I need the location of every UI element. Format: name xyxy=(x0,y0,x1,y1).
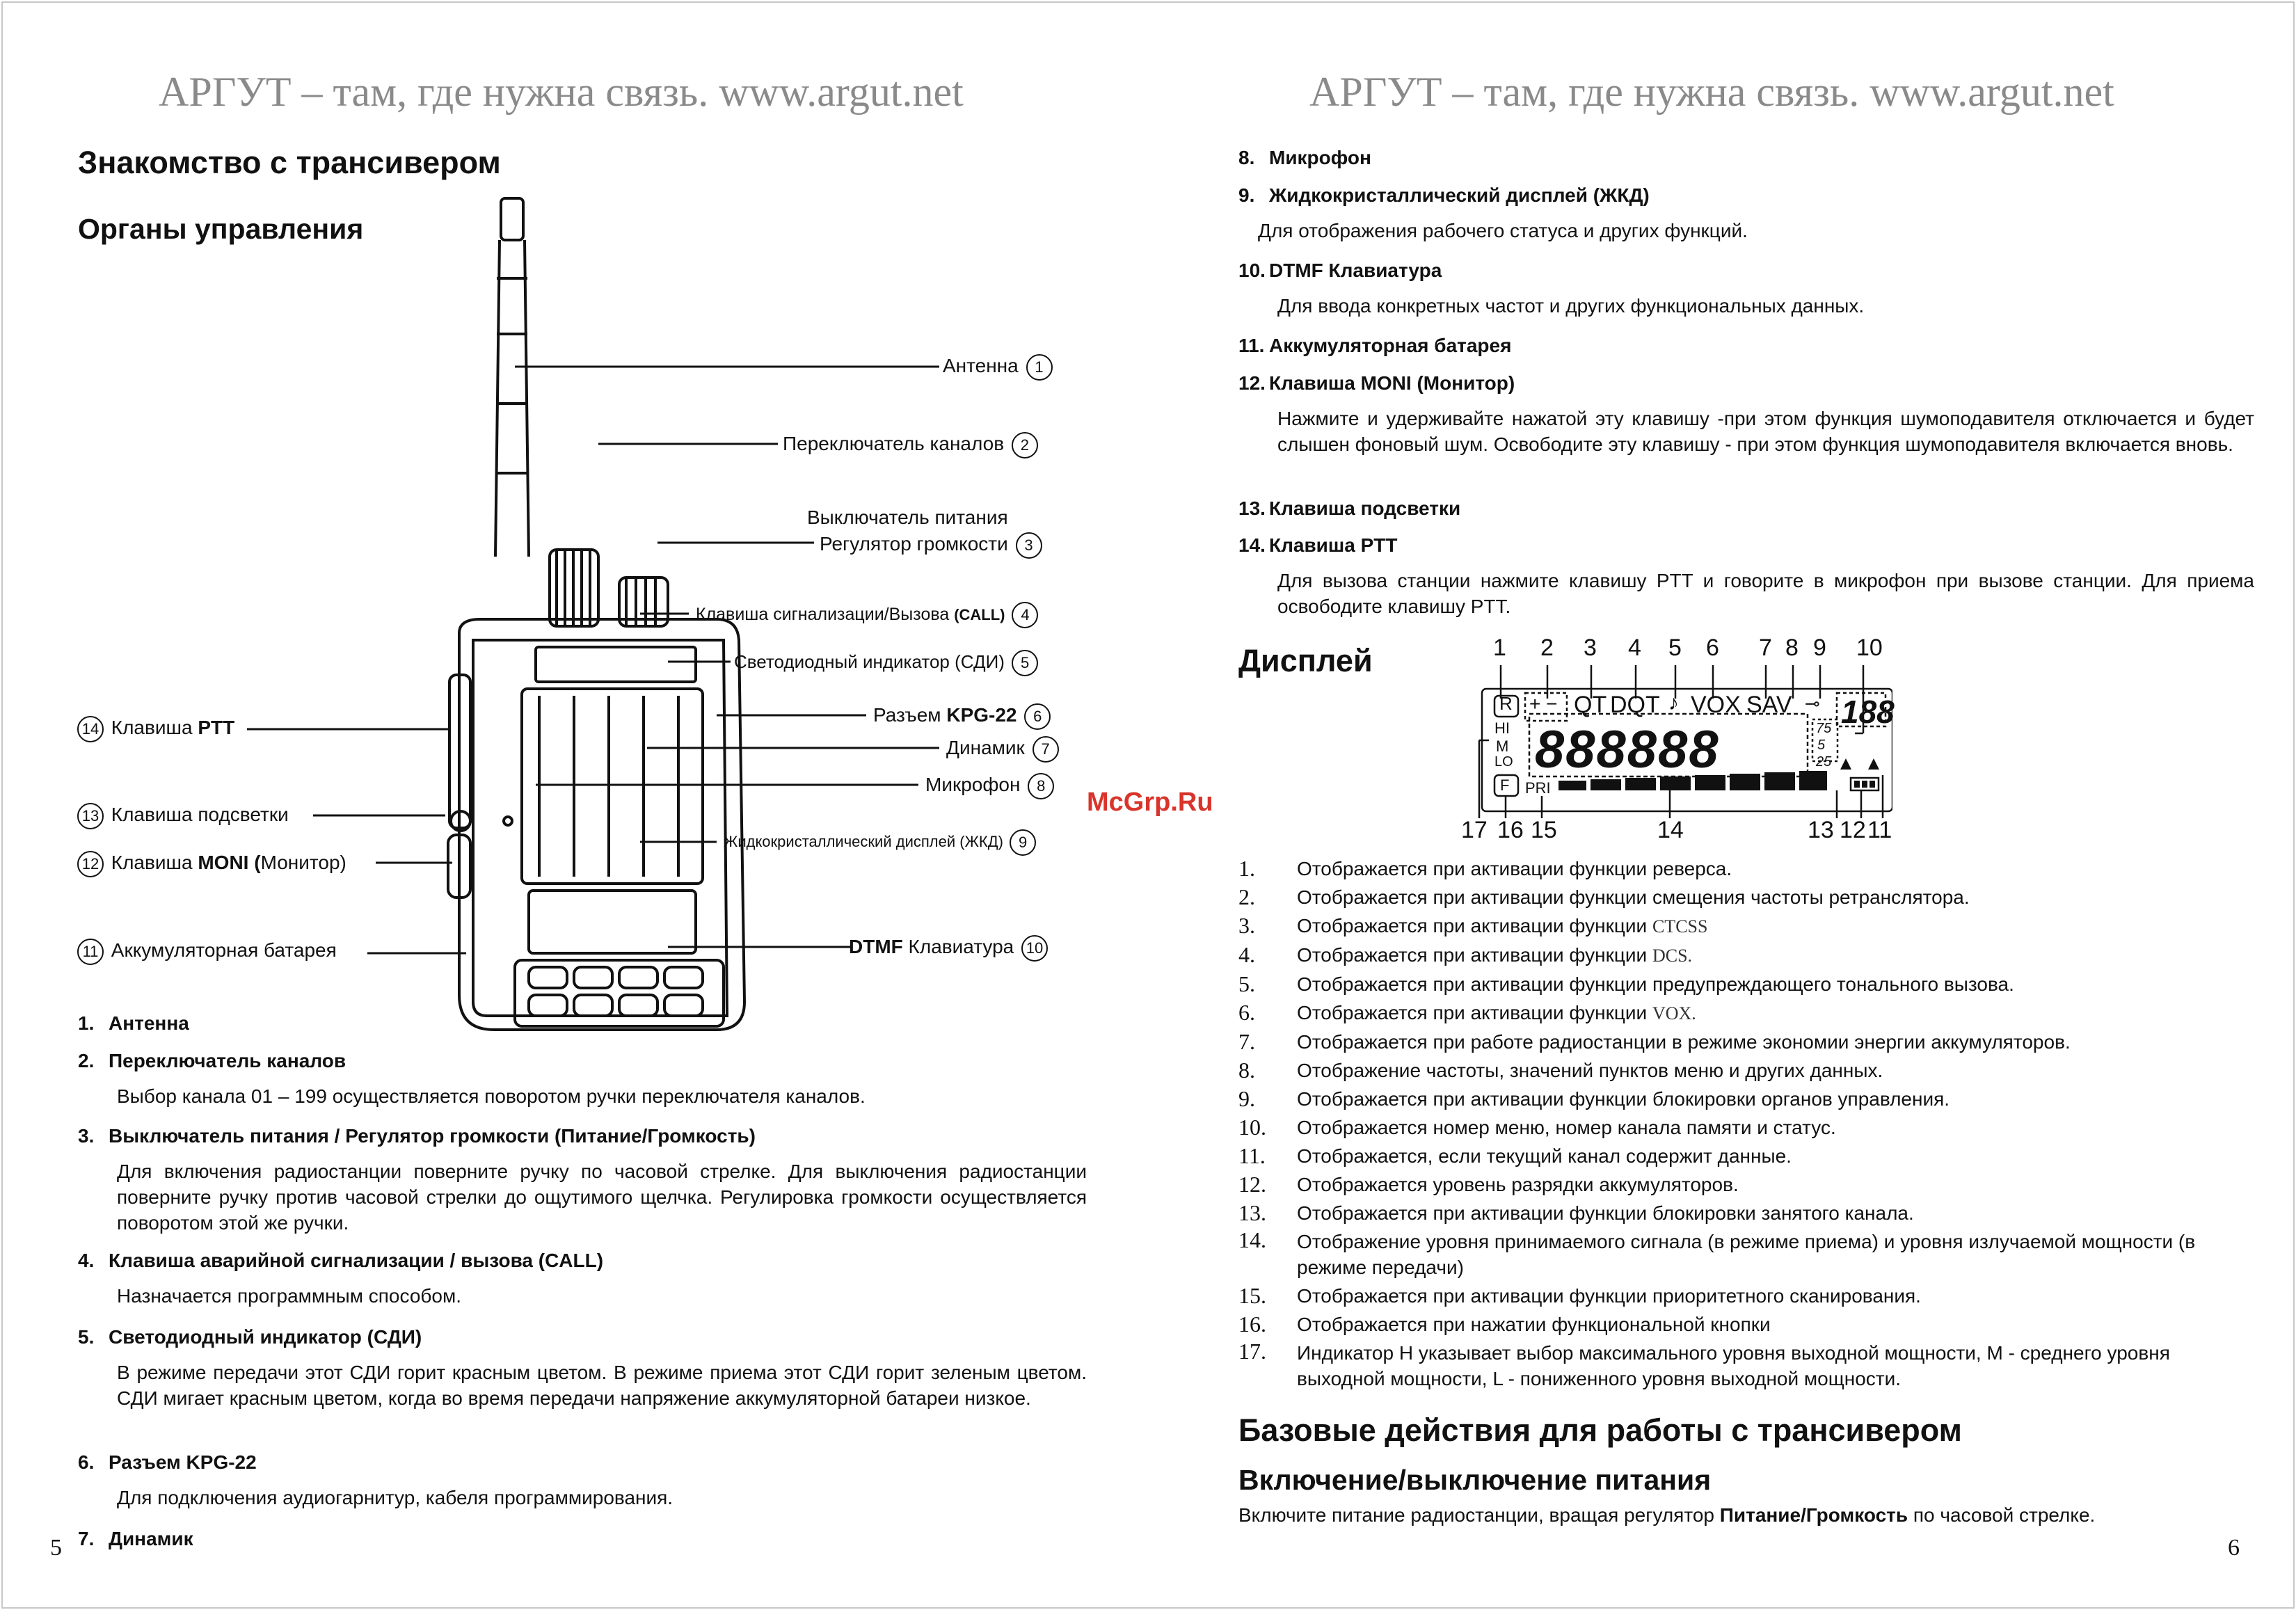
list-number: 15. xyxy=(1238,1283,1266,1308)
list-text: Отображается уровень разрядки аккумуляторов. xyxy=(1297,1174,1739,1195)
callout-microphone xyxy=(925,772,1056,799)
list-item xyxy=(1238,998,2199,1028)
callout-number: 7 xyxy=(1033,736,1059,763)
section-number: 11. xyxy=(1238,335,1265,356)
lcd-callout-6: 6 xyxy=(1706,635,1719,661)
callout-number: 2 xyxy=(1012,432,1038,459)
section-title: Разъем KPG-22 xyxy=(109,1451,257,1473)
callout-number: 13 xyxy=(77,803,104,829)
lcd-callout-14: 14 xyxy=(1657,817,1684,843)
list-number: 1. xyxy=(1238,856,1255,881)
list-text: Отображается при активации функции блокировки занятого канала. xyxy=(1297,1202,1914,1224)
callout-microphone-label: Микрофон xyxy=(925,774,1021,795)
section-number: 13. xyxy=(1238,497,1266,519)
lcd-step-75: 75 xyxy=(1816,721,1832,736)
callout-connector xyxy=(873,703,1053,730)
lcd-tone-icon: ♪ xyxy=(1668,692,1679,715)
callout-number: 6 xyxy=(1024,703,1051,730)
lcd-step-5: 5 xyxy=(1817,738,1826,753)
callout-keypad-dtmf: DTMF xyxy=(849,936,903,957)
section-title: Клавиша MONI (Монитор) xyxy=(1269,372,1515,394)
section-number: 12. xyxy=(1238,372,1266,394)
section-number: 3. xyxy=(78,1125,95,1147)
callout-power-switch xyxy=(807,505,1008,530)
callout-call-key-extra: (CALL) xyxy=(954,606,1005,623)
list-text: Отображается при активации функции xyxy=(1297,1002,1648,1023)
lcd-frequency-digits: 888888 xyxy=(1535,720,1720,779)
section-title: Микрофон xyxy=(1269,147,1371,168)
section-microphone xyxy=(1238,145,2254,170)
callout-battery-label: Аккумуляторная батарея xyxy=(111,939,337,961)
list-text: Отображается при активации функции блокировки органов управления. xyxy=(1297,1088,1950,1110)
callout-battery xyxy=(75,938,337,965)
callout-ptt-bold: PTT xyxy=(198,717,235,738)
section-title: Клавиша аварийной сигнализации / вызова (CALL) xyxy=(109,1250,604,1271)
lcd-diagram xyxy=(1461,635,1895,845)
basic-actions-title: Базовые действия для работы с трансивером xyxy=(1238,1412,1962,1448)
callout-number: 11 xyxy=(77,939,104,965)
section-title: Аккумуляторная батарея xyxy=(1269,335,1512,356)
callout-channel-switch-label: Переключатель каналов xyxy=(783,433,1005,454)
callout-number: 10 xyxy=(1021,935,1048,962)
section-title: Жидкокристаллический дисплей (ЖКД) xyxy=(1269,184,1650,206)
list-number: 6. xyxy=(1238,1000,1255,1025)
section-connector xyxy=(78,1449,1087,1511)
callout-moni-bold: MONI ( xyxy=(198,852,261,873)
list-item xyxy=(1238,1310,2199,1339)
lcd-step-25: 25 xyxy=(1816,754,1832,770)
list-text: Отображается при нажатии функциональной кнопки xyxy=(1297,1314,1771,1335)
section-title: Переключатель каналов xyxy=(109,1050,346,1071)
callout-backlight-label: Клавиша подсветки xyxy=(111,804,289,825)
section-ptt xyxy=(1238,532,2254,619)
callout-speaker xyxy=(946,735,1061,763)
section-body: Нажмите и удерживайте нажатой эту клавишу -при этом функция шумоподавителя отключается и будет слышен фоновый шум. Освободите эту клавишу - при этом функция шумоподавителя включается вновь. xyxy=(1277,408,2254,455)
lcd-callout-3: 3 xyxy=(1584,635,1597,661)
lcd-callout-15: 15 xyxy=(1531,817,1557,843)
lcd-channel-digits: 188 xyxy=(1841,694,1895,730)
page-number-left: 5 xyxy=(50,1535,62,1561)
callout-number: 5 xyxy=(1012,650,1038,676)
callout-lcd xyxy=(724,829,1038,856)
lcd-callout-4: 4 xyxy=(1628,635,1641,661)
list-text: Отображается при активации функции предупреждающего тонального вызова. xyxy=(1297,973,2014,995)
list-text: Отображается при активации функции реверса. xyxy=(1297,858,1732,879)
callout-lcd-label: Жидкокристаллический дисплей (ЖКД) xyxy=(724,833,1003,850)
callout-moni xyxy=(75,850,346,877)
lcd-offset-sign: + − xyxy=(1529,693,1558,715)
lcd-dcs: DQT xyxy=(1610,692,1660,718)
callout-moni-tail: Монитор) xyxy=(260,852,346,873)
callout-call-key xyxy=(696,602,1040,628)
section-number: 8. xyxy=(1238,147,1255,168)
callout-volume-label: Регулятор громкости xyxy=(820,533,1008,555)
section-number: 10. xyxy=(1238,260,1266,281)
lcd-callout-13: 13 xyxy=(1808,817,1834,843)
section-title: Выключатель питания / Регулятор громкости (Питание/Громкость) xyxy=(109,1125,756,1147)
list-text: Отображается при активации функции xyxy=(1297,944,1648,966)
power-on-instructions xyxy=(1238,1504,2095,1527)
section-title: Светодиодный индикатор (СДИ) xyxy=(109,1326,422,1348)
list-text: Отображается при активации функции приоритетного сканирования. xyxy=(1297,1285,1921,1307)
callout-power-switch-label: Выключатель питания xyxy=(807,507,1008,528)
list-item xyxy=(1238,1339,2199,1393)
running-header-right: АРГУТ – там, где нужна связь. www.argut.net xyxy=(1309,69,2114,115)
lcd-callout-16: 16 xyxy=(1497,817,1524,843)
callout-led-label: Светодиодный индикатор (СДИ) xyxy=(734,651,1005,672)
list-word: VOX. xyxy=(1652,1003,1696,1023)
list-item xyxy=(1238,970,2199,998)
section-title: Динамик xyxy=(109,1528,193,1549)
callout-speaker-label: Динамик xyxy=(946,737,1025,758)
list-number: 14. xyxy=(1238,1227,1266,1252)
display-title: Дисплей xyxy=(1238,643,1373,678)
lcd-callout-17: 17 xyxy=(1461,817,1488,843)
lcd-callout-10: 10 xyxy=(1856,635,1883,661)
list-number: 7. xyxy=(1238,1029,1255,1054)
callout-led xyxy=(734,649,1040,676)
list-item xyxy=(1238,1085,2199,1113)
lcd-vox: VOX xyxy=(1691,692,1741,718)
section-speaker xyxy=(78,1526,1087,1552)
callout-volume xyxy=(820,532,1044,559)
list-number: 12. xyxy=(1238,1172,1266,1197)
callout-number: 4 xyxy=(1012,602,1038,628)
lcd-power-hi: HI xyxy=(1494,719,1510,737)
section-backlight xyxy=(1238,495,2254,521)
section-power-volume xyxy=(78,1123,1087,1236)
lcd-callout-7: 7 xyxy=(1759,635,1772,661)
lcd-save: SAV xyxy=(1746,692,1792,718)
lcd-callout-12: 12 xyxy=(1840,817,1866,843)
callout-number: 14 xyxy=(77,716,104,742)
callout-connector-model: KPG-22 xyxy=(946,704,1017,726)
callout-keypad xyxy=(849,934,1050,962)
section-title: Антенна xyxy=(109,1012,189,1034)
lcd-function: F xyxy=(1500,776,1510,794)
callout-antenna xyxy=(943,353,1055,381)
section-number: 2. xyxy=(78,1050,95,1071)
callout-keypad-label: Клавиатура xyxy=(908,936,1014,957)
section-body: Для ввода конкретных частот и других функциональных данных. xyxy=(1277,295,1865,317)
running-header-left: АРГУТ – там, где нужна связь. www.argut.net xyxy=(159,69,964,115)
list-text: Отображается при активации функции xyxy=(1297,915,1648,936)
section-battery xyxy=(1238,333,2254,358)
display-legend xyxy=(1238,854,2199,1393)
section-body: Для вызова станции нажмите клавишу PTT и говорите в микрофон при вызове станции. Для приема освободите клавишу PTT. xyxy=(1277,570,2254,617)
callout-connector-label: Разъем xyxy=(873,704,941,726)
power-on-off-title: Включение/выключение питания xyxy=(1238,1464,1712,1496)
lcd-callout-2: 2 xyxy=(1540,635,1554,661)
list-number: 17. xyxy=(1238,1339,1266,1364)
power-control-name: Питание/Громкость xyxy=(1719,1504,1908,1526)
section-body: Для отображения рабочего статуса и других функций. xyxy=(1258,220,1748,241)
list-number: 16. xyxy=(1238,1312,1266,1337)
list-number: 5. xyxy=(1238,971,1255,996)
list-number: 13. xyxy=(1238,1200,1266,1225)
lcd-callout-9: 9 xyxy=(1813,635,1826,661)
list-text: Отображение частоты, значений пунктов меню и других данных. xyxy=(1297,1060,1883,1081)
section-title: Клавиша подсветки xyxy=(1269,497,1461,519)
callout-number: 1 xyxy=(1026,354,1053,381)
section-number: 6. xyxy=(78,1451,95,1473)
power-text-end: по часовой стрелке. xyxy=(1908,1504,2096,1526)
callout-antenna-label: Антенна xyxy=(943,355,1019,376)
callout-number: 12 xyxy=(77,851,104,877)
list-text: Отображается при активации функции смещения частоты ретранслятора. xyxy=(1297,886,1970,908)
section-number: 14. xyxy=(1238,534,1266,556)
section-number: 4. xyxy=(78,1250,95,1271)
list-word: CTCSS xyxy=(1652,916,1708,936)
list-number: 8. xyxy=(1238,1058,1255,1083)
watermark: McGrp.Ru xyxy=(1087,788,1213,817)
section-antenna xyxy=(78,1010,1087,1036)
section-led xyxy=(78,1324,1087,1411)
list-text: Отображается номер меню, номер канала памяти и статус. xyxy=(1297,1117,1836,1138)
section-channel-switch xyxy=(78,1048,1087,1109)
section-number: 7. xyxy=(78,1528,95,1549)
callout-call-key-label: Клавиша сигнализации/Вызова xyxy=(696,605,950,624)
callout-number: 3 xyxy=(1016,532,1042,559)
list-word: DCS. xyxy=(1652,946,1693,966)
lcd-lock-icon: ⊸ xyxy=(1805,693,1820,714)
lcd-priority: PRI xyxy=(1525,779,1551,797)
list-number: 11. xyxy=(1238,1143,1266,1168)
section-moni xyxy=(1238,370,2254,457)
list-item xyxy=(1238,1056,2199,1085)
section-body: Для включения радиостанции поверните ручку по часовой стрелке. Для выключения радиостанции поверните ручку против часовой стрелки до ощутимого щелчка. Регулировка громкости осуществляется поворотом этой же ручки. xyxy=(117,1161,1087,1234)
section-body: Для подключения аудиогарнитур, кабеля программирования. xyxy=(117,1487,673,1508)
lcd-callout-1: 1 xyxy=(1493,635,1506,661)
list-number: 10. xyxy=(1238,1115,1266,1140)
list-item xyxy=(1238,911,2199,941)
callout-ptt xyxy=(75,715,234,742)
list-item xyxy=(1238,1142,2199,1170)
callout-ptt-label: Клавиша xyxy=(111,717,193,738)
right-page xyxy=(1148,0,2296,1610)
list-item xyxy=(1238,1282,2199,1310)
lcd-power-m: M xyxy=(1496,738,1509,755)
section-lcd xyxy=(1238,182,2254,244)
callout-number: 8 xyxy=(1028,773,1054,799)
callout-backlight xyxy=(75,802,289,829)
section-call-key xyxy=(78,1248,1087,1309)
section-number: 9. xyxy=(1238,184,1255,206)
section-title-controls: Органы управления xyxy=(78,213,364,245)
callout-moni-label: Клавиша xyxy=(111,852,193,873)
list-item xyxy=(1238,941,2199,970)
lcd-callout-8: 8 xyxy=(1785,635,1799,661)
list-item xyxy=(1238,1199,2199,1227)
list-text: Отображается, если текущий канал содержит данные. xyxy=(1297,1145,1792,1167)
list-text: Отображение уровня принимаемого сигнала (в режиме приема) и уровня излучаемой мощности (в режиме передачи) xyxy=(1297,1231,2196,1278)
power-text: Включите питание радиостанции, вращая регулятор xyxy=(1238,1504,1720,1526)
section-number: 5. xyxy=(78,1326,95,1348)
list-item xyxy=(1238,883,2199,911)
list-item xyxy=(1238,1028,2199,1056)
lcd-reverse: R xyxy=(1499,693,1513,714)
list-number: 2. xyxy=(1238,884,1255,909)
lcd-callout-11: 11 xyxy=(1867,817,1892,843)
section-number: 1. xyxy=(78,1012,95,1034)
list-item xyxy=(1238,854,2199,883)
section-title: DTMF Клавиатура xyxy=(1269,260,1442,281)
lcd-callout-5: 5 xyxy=(1668,635,1682,661)
lcd-power-lo: LO xyxy=(1494,754,1513,770)
list-item xyxy=(1238,1170,2199,1199)
list-text: Отображается при работе радиостанции в режиме экономии энергии аккумуляторов. xyxy=(1297,1031,2071,1053)
section-body: Выбор канала 01 – 199 осуществляется поворотом ручки переключателя каналов. xyxy=(117,1085,866,1107)
section-dtmf xyxy=(1238,257,2254,319)
page-title: Знакомство с трансивером xyxy=(78,145,501,180)
section-body: Назначается программным способом. xyxy=(117,1285,462,1307)
section-body: В режиме передачи этот СДИ горит красным цветом. В режиме приема этот СДИ горит зеленым цветом. СДИ мигает красным цветом, когда во время передачи напряжение аккумуляторной батареи низкое. xyxy=(117,1362,1087,1409)
list-item xyxy=(1238,1113,2199,1142)
callout-number: 9 xyxy=(1010,829,1036,856)
list-item xyxy=(1238,1227,2199,1282)
section-title: Клавиша PTT xyxy=(1269,534,1398,556)
lcd-ctcss: QT xyxy=(1574,692,1607,718)
callout-channel-switch xyxy=(783,431,1040,459)
list-number: 9. xyxy=(1238,1086,1255,1111)
list-text: Индикатор H указывает выбор максимального уровня выходной мощности, M - среднего уровня выходной мощности, L - пониженного уровня выходной мощности. xyxy=(1297,1342,2170,1389)
page-number-right: 6 xyxy=(2228,1535,2240,1561)
list-number: 4. xyxy=(1238,942,1255,967)
list-number: 3. xyxy=(1238,913,1255,938)
